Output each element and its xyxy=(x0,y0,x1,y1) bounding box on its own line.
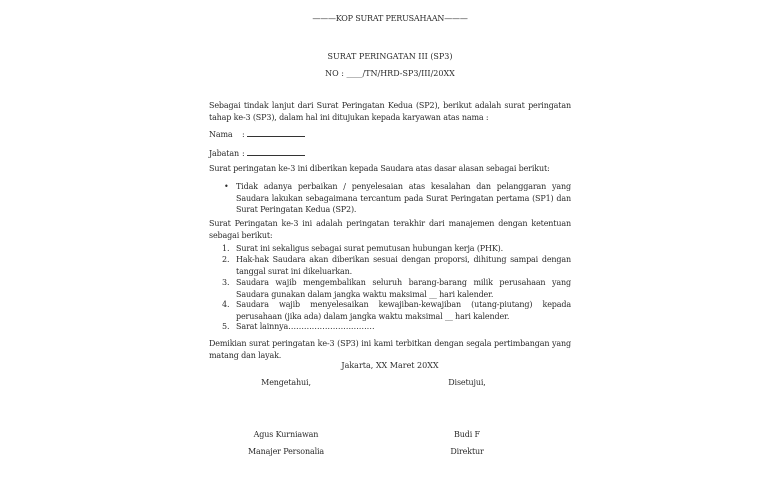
signature-right-position: Direktur xyxy=(450,447,484,456)
reason-item xyxy=(224,181,571,216)
reason-intro: Surat peringatan ke-3 ini diberikan kepada Saudara atas dasar alasan sebagai berikut: xyxy=(209,164,550,173)
term-item xyxy=(222,243,571,255)
term-item xyxy=(222,321,571,333)
reason-text: Tidak adanya perbaikan / penyelesaian atas kesalahan dan pelanggaran yang Saudara lakukan sebagaimana tercantum pada Surat Peringatan pertama (SP1) dan Surat Peringatan Kedua (SP2). xyxy=(236,182,571,214)
field-label: Jabatan xyxy=(209,149,239,158)
term-number: 5. xyxy=(222,322,230,331)
intro-paragraph: Sebagai tindak lanjut dari Surat Peringatan Kedua (SP2), berikut adalah surat peringatan tahap ke-3 (SP3), dalam hal ini ditujukan kepada karyawan atas nama : xyxy=(209,101,571,122)
term-number: 3. xyxy=(222,278,230,287)
field-blank-line xyxy=(247,128,305,137)
terms-intro: Surat Peringatan ke-3 ini adalah peringatan terakhir dari manajemen dengan ketentuan sebagai berikut: xyxy=(209,219,571,240)
bullet-icon: • xyxy=(224,182,229,191)
term-text: Surat ini sekaligus sebagai surat pemutusan hubungan kerja (PHK). xyxy=(236,244,504,253)
field-label: Nama xyxy=(209,130,233,139)
term-item xyxy=(222,254,571,277)
place-date: Jakarta, XX Maret 20XX xyxy=(341,361,439,370)
field-blank-line xyxy=(247,147,305,156)
signature-right-caption: Disetujui, xyxy=(448,378,486,387)
field-separator: : xyxy=(242,149,245,158)
term-text: Saudara wajib menyelesaikan kewajiban-kewajiban (utang-piutang) kepada perusahaan (jika ada) dalam jangka waktu maksimal __ hari kalender. xyxy=(236,300,571,321)
letterhead: ———KOP SURAT PERUSAHAAN——— xyxy=(312,14,468,23)
signature-left-name: Agus Kurniawan xyxy=(253,430,319,439)
term-number: 2. xyxy=(222,255,230,264)
signature-left-caption: Mengetahui, xyxy=(261,378,311,387)
letter-number: NO : ____/TN/HRD-SP3/III/20XX xyxy=(325,69,455,78)
term-number: 1. xyxy=(222,244,230,253)
signature-right-name: Budi F xyxy=(454,430,480,439)
term-text: Sarat lainnya…………………………… xyxy=(236,322,375,331)
term-item xyxy=(222,277,571,300)
field-jabatan xyxy=(209,147,305,158)
term-item xyxy=(222,299,571,322)
field-nama xyxy=(209,128,305,139)
field-separator: : xyxy=(242,130,245,139)
letter-title: SURAT PERINGATAN III (SP3) xyxy=(327,52,453,61)
signature-left-position: Manajer Personalia xyxy=(247,447,325,456)
term-text: Hak-hak Saudara akan diberikan sesuai dengan proporsi, dihitung sampai dengan tanggal surat ini dikeluarkan. xyxy=(236,255,571,276)
term-text: Saudara wajib mengembalikan seluruh barang-barang milik perusahaan yang Saudara gunakan dalam jangka waktu maksimal __ hari kalender. xyxy=(236,278,571,299)
term-number: 4. xyxy=(222,300,230,309)
closing-paragraph: Demikian surat peringatan ke-3 (SP3) ini kami terbitkan dengan segala pertimbangan yang matang dan layak. xyxy=(209,339,571,360)
